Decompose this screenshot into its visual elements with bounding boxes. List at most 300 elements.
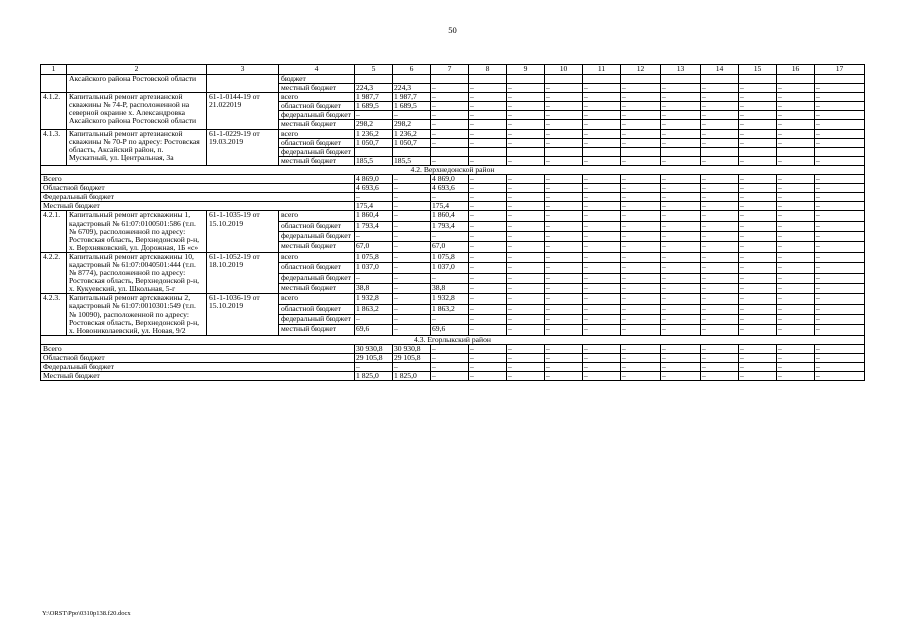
value-cell: 30 930,8 <box>355 344 393 353</box>
value-cell: – <box>507 294 545 304</box>
value-cell: 1 075,8 <box>431 252 469 262</box>
value-cell: – <box>621 138 661 147</box>
value-cell: – <box>777 304 815 314</box>
value-cell: – <box>469 102 507 111</box>
value-cell: – <box>739 193 777 202</box>
value-cell <box>777 75 815 84</box>
value-cell: – <box>583 273 621 283</box>
value-cell: – <box>739 315 777 325</box>
value-cell: – <box>661 315 701 325</box>
summary-row <box>41 202 865 211</box>
value-cell: – <box>507 129 545 138</box>
value-cell <box>777 147 815 156</box>
value-cell: – <box>393 325 431 335</box>
value-cell: – <box>507 363 545 372</box>
value-cell: – <box>661 120 701 129</box>
value-cell: – <box>621 156 661 165</box>
value-cell: – <box>815 175 865 184</box>
value-cell: 1 793,4 <box>431 221 469 231</box>
value-cell: – <box>815 315 865 325</box>
value-cell: 4 693,6 <box>355 184 393 193</box>
funding-source: федеральный бюджет <box>279 147 355 156</box>
value-cell: – <box>431 315 469 325</box>
summary-label: Областной бюджет <box>41 184 355 193</box>
value-cell: – <box>545 232 583 242</box>
value-cell: – <box>739 102 777 111</box>
value-cell: – <box>815 363 865 372</box>
value-cell: – <box>661 354 701 363</box>
value-cell: – <box>661 252 701 262</box>
value-cell: – <box>545 363 583 372</box>
value-cell: – <box>469 193 507 202</box>
value-cell: – <box>777 93 815 102</box>
item-number: 4.2.3. <box>41 294 67 335</box>
value-cell: – <box>431 84 469 93</box>
value-cell: – <box>393 294 431 304</box>
value-cell: – <box>469 129 507 138</box>
value-cell: – <box>393 175 431 184</box>
value-cell: – <box>739 84 777 93</box>
value-cell: – <box>507 344 545 353</box>
value-cell: – <box>469 315 507 325</box>
value-cell: 29 105,8 <box>393 354 431 363</box>
value-cell: – <box>393 363 431 372</box>
value-cell: – <box>469 363 507 372</box>
item-document: 61-1-0229-19 от 19.03.2019 <box>207 129 279 165</box>
value-cell: – <box>661 193 701 202</box>
item-name: Капитальный ремонт артезианской скважины № 70-Р по адресу: Ростовская область, Аксайский район, п. Мускатный, ул. Центральная, 3а <box>67 129 207 165</box>
value-cell: – <box>815 263 865 273</box>
value-cell: – <box>661 325 701 335</box>
value-cell: – <box>545 294 583 304</box>
value-cell: – <box>583 363 621 372</box>
value-cell: – <box>355 315 393 325</box>
page-number: 50 <box>448 25 457 35</box>
value-cell: – <box>815 304 865 314</box>
value-cell: – <box>777 129 815 138</box>
value-cell: – <box>739 252 777 262</box>
value-cell: – <box>545 273 583 283</box>
value-cell: – <box>545 354 583 363</box>
value-cell: – <box>545 202 583 211</box>
value-cell: – <box>621 273 661 283</box>
value-cell: – <box>583 129 621 138</box>
value-cell: – <box>701 283 739 293</box>
value-cell: – <box>621 93 661 102</box>
value-cell: – <box>621 221 661 231</box>
value-cell: – <box>431 93 469 102</box>
funding-source: федеральный бюджет <box>279 111 355 120</box>
value-cell: – <box>621 232 661 242</box>
value-cell: – <box>431 354 469 363</box>
value-cell: 1 236,2 <box>393 129 431 138</box>
value-cell: – <box>545 120 583 129</box>
value-cell: 1 037,0 <box>355 263 393 273</box>
column-number: 1 <box>41 65 67 75</box>
footer-file-path: Y:\ORST\Ppo\0310p138.f20.docx <box>42 610 131 617</box>
value-cell: – <box>661 263 701 273</box>
column-number: 17 <box>815 65 865 75</box>
value-cell: – <box>815 138 865 147</box>
value-cell: – <box>583 242 621 252</box>
value-cell <box>507 147 545 156</box>
column-number: 11 <box>583 65 621 75</box>
value-cell: – <box>583 315 621 325</box>
value-cell: – <box>621 102 661 111</box>
value-cell: – <box>507 202 545 211</box>
value-cell: – <box>507 156 545 165</box>
value-cell: – <box>431 156 469 165</box>
value-cell: – <box>815 325 865 335</box>
funding-source: всего <box>279 129 355 138</box>
value-cell: – <box>739 344 777 353</box>
value-cell: – <box>583 325 621 335</box>
funding-source: всего <box>279 211 355 221</box>
value-cell: – <box>701 263 739 273</box>
value-cell: – <box>777 273 815 283</box>
value-cell: – <box>355 111 393 120</box>
value-cell: – <box>701 129 739 138</box>
column-number: 3 <box>207 65 279 75</box>
value-cell: 38,8 <box>355 283 393 293</box>
value-cell <box>739 147 777 156</box>
value-cell: – <box>777 325 815 335</box>
summary-label: Федеральный бюджет <box>41 193 355 202</box>
funding-source: местный бюджет <box>279 156 355 165</box>
value-cell: – <box>739 232 777 242</box>
budget-table <box>40 64 865 381</box>
value-cell: – <box>701 156 739 165</box>
value-cell: – <box>583 102 621 111</box>
value-cell: – <box>701 193 739 202</box>
value-cell: – <box>393 184 431 193</box>
value-cell: – <box>545 156 583 165</box>
value-cell: 1 236,2 <box>355 129 393 138</box>
funding-source: местный бюджет <box>279 242 355 252</box>
value-cell: – <box>621 211 661 221</box>
value-cell <box>701 147 739 156</box>
value-cell: – <box>469 273 507 283</box>
value-cell: – <box>507 221 545 231</box>
value-cell: – <box>507 111 545 120</box>
value-cell: – <box>545 129 583 138</box>
value-cell: – <box>621 263 661 273</box>
value-cell: – <box>661 232 701 242</box>
value-cell: – <box>739 111 777 120</box>
value-cell: – <box>469 111 507 120</box>
value-cell: – <box>507 193 545 202</box>
value-cell: – <box>739 184 777 193</box>
value-cell: – <box>815 372 865 381</box>
column-number: 16 <box>777 65 815 75</box>
value-cell: – <box>621 129 661 138</box>
value-cell: – <box>507 242 545 252</box>
value-cell: – <box>583 138 621 147</box>
value-cell <box>621 147 661 156</box>
value-cell: – <box>661 273 701 283</box>
value-cell: 69,6 <box>431 325 469 335</box>
value-cell: – <box>701 252 739 262</box>
value-cell: – <box>469 242 507 252</box>
value-cell: – <box>777 221 815 231</box>
value-cell: – <box>469 354 507 363</box>
funding-source: всего <box>279 252 355 262</box>
funding-source: федеральный бюджет <box>279 315 355 325</box>
value-cell: – <box>393 252 431 262</box>
summary-label: Всего <box>41 175 355 184</box>
value-cell: – <box>545 252 583 262</box>
table-row <box>41 294 865 304</box>
value-cell: – <box>701 102 739 111</box>
value-cell: – <box>661 156 701 165</box>
value-cell: – <box>583 175 621 184</box>
value-cell: – <box>507 232 545 242</box>
funding-source: местный бюджет <box>279 325 355 335</box>
value-cell: – <box>469 325 507 335</box>
value-cell: – <box>583 294 621 304</box>
column-number: 14 <box>701 65 739 75</box>
value-cell: – <box>739 120 777 129</box>
value-cell: – <box>545 184 583 193</box>
value-cell: – <box>815 354 865 363</box>
value-cell: – <box>621 283 661 293</box>
value-cell: – <box>621 184 661 193</box>
value-cell: – <box>355 363 393 372</box>
value-cell: – <box>701 232 739 242</box>
funding-source: всего <box>279 294 355 304</box>
value-cell: – <box>661 202 701 211</box>
value-cell: – <box>777 363 815 372</box>
column-number: 6 <box>393 65 431 75</box>
funding-source: областной бюджет <box>279 102 355 111</box>
value-cell: – <box>469 202 507 211</box>
value-cell: – <box>815 221 865 231</box>
value-cell: – <box>777 84 815 93</box>
item-document: 61-1-1052-19 от 18.10.2019 <box>207 252 279 293</box>
value-cell: – <box>739 325 777 335</box>
value-cell: – <box>507 211 545 221</box>
value-cell: 1 932,8 <box>355 294 393 304</box>
value-cell: – <box>739 129 777 138</box>
column-number: 5 <box>355 65 393 75</box>
value-cell: – <box>815 294 865 304</box>
value-cell: 298,2 <box>393 120 431 129</box>
value-cell <box>507 75 545 84</box>
value-cell: – <box>621 193 661 202</box>
value-cell: – <box>431 372 469 381</box>
value-cell: – <box>431 138 469 147</box>
section-heading-row <box>41 165 865 174</box>
value-cell: – <box>815 120 865 129</box>
value-cell: – <box>507 304 545 314</box>
value-cell: – <box>469 84 507 93</box>
value-cell: – <box>393 273 431 283</box>
item-number: 4.1.2. <box>41 93 67 129</box>
summary-label: Всего <box>41 344 355 353</box>
value-cell: – <box>661 84 701 93</box>
value-cell: – <box>507 315 545 325</box>
value-cell: – <box>739 294 777 304</box>
funding-source: областной бюджет <box>279 138 355 147</box>
funding-source: областной бюджет <box>279 221 355 231</box>
column-number: 4 <box>279 65 355 75</box>
value-cell: – <box>507 102 545 111</box>
value-cell: – <box>777 315 815 325</box>
value-cell: – <box>739 372 777 381</box>
value-cell: – <box>393 111 431 120</box>
column-number: 10 <box>545 65 583 75</box>
value-cell: – <box>661 294 701 304</box>
value-cell: – <box>661 184 701 193</box>
value-cell: – <box>777 354 815 363</box>
value-cell: – <box>661 211 701 221</box>
value-cell: 30 930,8 <box>393 344 431 353</box>
section-title: 4.2. Верхнедонской район <box>41 165 865 174</box>
value-cell: – <box>545 304 583 314</box>
value-cell: – <box>815 242 865 252</box>
value-cell: – <box>583 221 621 231</box>
value-cell: 185,5 <box>355 156 393 165</box>
column-number: 9 <box>507 65 545 75</box>
funding-source: местный бюджет <box>279 120 355 129</box>
value-cell: – <box>777 138 815 147</box>
value-cell: – <box>701 294 739 304</box>
value-cell: – <box>777 252 815 262</box>
value-cell: – <box>469 304 507 314</box>
value-cell: 1 689,5 <box>393 102 431 111</box>
value-cell: – <box>777 294 815 304</box>
value-cell: – <box>621 252 661 262</box>
value-cell: 1 689,5 <box>355 102 393 111</box>
value-cell: – <box>701 202 739 211</box>
value-cell: – <box>469 120 507 129</box>
header-row <box>41 65 865 75</box>
value-cell <box>545 147 583 156</box>
value-cell <box>469 75 507 84</box>
value-cell: – <box>661 102 701 111</box>
value-cell: – <box>621 325 661 335</box>
value-cell: – <box>469 232 507 242</box>
value-cell: – <box>739 304 777 314</box>
value-cell: – <box>431 129 469 138</box>
table-row <box>41 93 865 102</box>
value-cell: 1 987,7 <box>393 93 431 102</box>
value-cell: – <box>583 184 621 193</box>
value-cell: – <box>661 344 701 353</box>
value-cell: – <box>661 304 701 314</box>
value-cell: – <box>701 363 739 372</box>
value-cell: 224,3 <box>355 84 393 93</box>
value-cell: – <box>583 211 621 221</box>
value-cell: – <box>469 156 507 165</box>
value-cell: – <box>815 129 865 138</box>
value-cell: – <box>545 102 583 111</box>
value-cell: – <box>701 175 739 184</box>
value-cell: – <box>661 363 701 372</box>
value-cell: – <box>583 156 621 165</box>
value-cell: – <box>355 273 393 283</box>
item-document: 61-1-1036-19 от 15.10.2019 <box>207 294 279 335</box>
value-cell <box>545 75 583 84</box>
value-cell: – <box>393 232 431 242</box>
value-cell: – <box>701 344 739 353</box>
value-cell: 175,4 <box>355 202 393 211</box>
summary-label: Федеральный бюджет <box>41 363 355 372</box>
summary-row <box>41 354 865 363</box>
value-cell: – <box>739 354 777 363</box>
value-cell: 67,0 <box>431 242 469 252</box>
value-cell: 69,6 <box>355 325 393 335</box>
value-cell: – <box>777 193 815 202</box>
value-cell: – <box>701 221 739 231</box>
value-cell: – <box>739 221 777 231</box>
item-name: Аксайского района Ростовской области <box>67 75 207 93</box>
value-cell: – <box>701 84 739 93</box>
value-cell: – <box>815 156 865 165</box>
value-cell: – <box>701 325 739 335</box>
value-cell <box>621 75 661 84</box>
value-cell: – <box>739 263 777 273</box>
value-cell: – <box>507 84 545 93</box>
value-cell: – <box>815 111 865 120</box>
value-cell: – <box>507 184 545 193</box>
summary-row <box>41 184 865 193</box>
value-cell: – <box>507 175 545 184</box>
value-cell: – <box>661 221 701 231</box>
value-cell: 4 869,0 <box>355 175 393 184</box>
value-cell: – <box>583 354 621 363</box>
value-cell: – <box>777 372 815 381</box>
value-cell <box>815 147 865 156</box>
value-cell: – <box>621 111 661 120</box>
value-cell: – <box>777 211 815 221</box>
value-cell: – <box>701 138 739 147</box>
value-cell: – <box>701 273 739 283</box>
value-cell: 1 037,0 <box>431 263 469 273</box>
value-cell: – <box>701 111 739 120</box>
value-cell: 1 932,8 <box>431 294 469 304</box>
summary-label: Местный бюджет <box>41 372 355 381</box>
value-cell: – <box>777 263 815 273</box>
value-cell: – <box>431 344 469 353</box>
value-cell: 185,5 <box>393 156 431 165</box>
item-number: 4.2.1. <box>41 211 67 252</box>
table-body <box>41 65 865 381</box>
value-cell: – <box>701 372 739 381</box>
value-cell: – <box>621 344 661 353</box>
value-cell: – <box>661 283 701 293</box>
value-cell: – <box>661 242 701 252</box>
value-cell: – <box>621 372 661 381</box>
value-cell: – <box>469 263 507 273</box>
value-cell: – <box>621 175 661 184</box>
value-cell: – <box>431 273 469 283</box>
item-name: Капитальный ремонт артезианской скважины № 74-Р, расположенной на северной окраине х. Александровка Аксайского района Ростовской области <box>67 93 207 129</box>
value-cell: 1 863,2 <box>355 304 393 314</box>
value-cell: 1 860,4 <box>355 211 393 221</box>
value-cell: – <box>701 184 739 193</box>
value-cell <box>393 147 431 156</box>
value-cell: – <box>507 263 545 273</box>
value-cell: – <box>621 202 661 211</box>
value-cell: – <box>469 252 507 262</box>
value-cell: – <box>507 93 545 102</box>
value-cell: 1 863,2 <box>431 304 469 314</box>
value-cell <box>661 75 701 84</box>
value-cell: – <box>815 193 865 202</box>
value-cell: – <box>815 102 865 111</box>
item-document <box>207 75 279 93</box>
